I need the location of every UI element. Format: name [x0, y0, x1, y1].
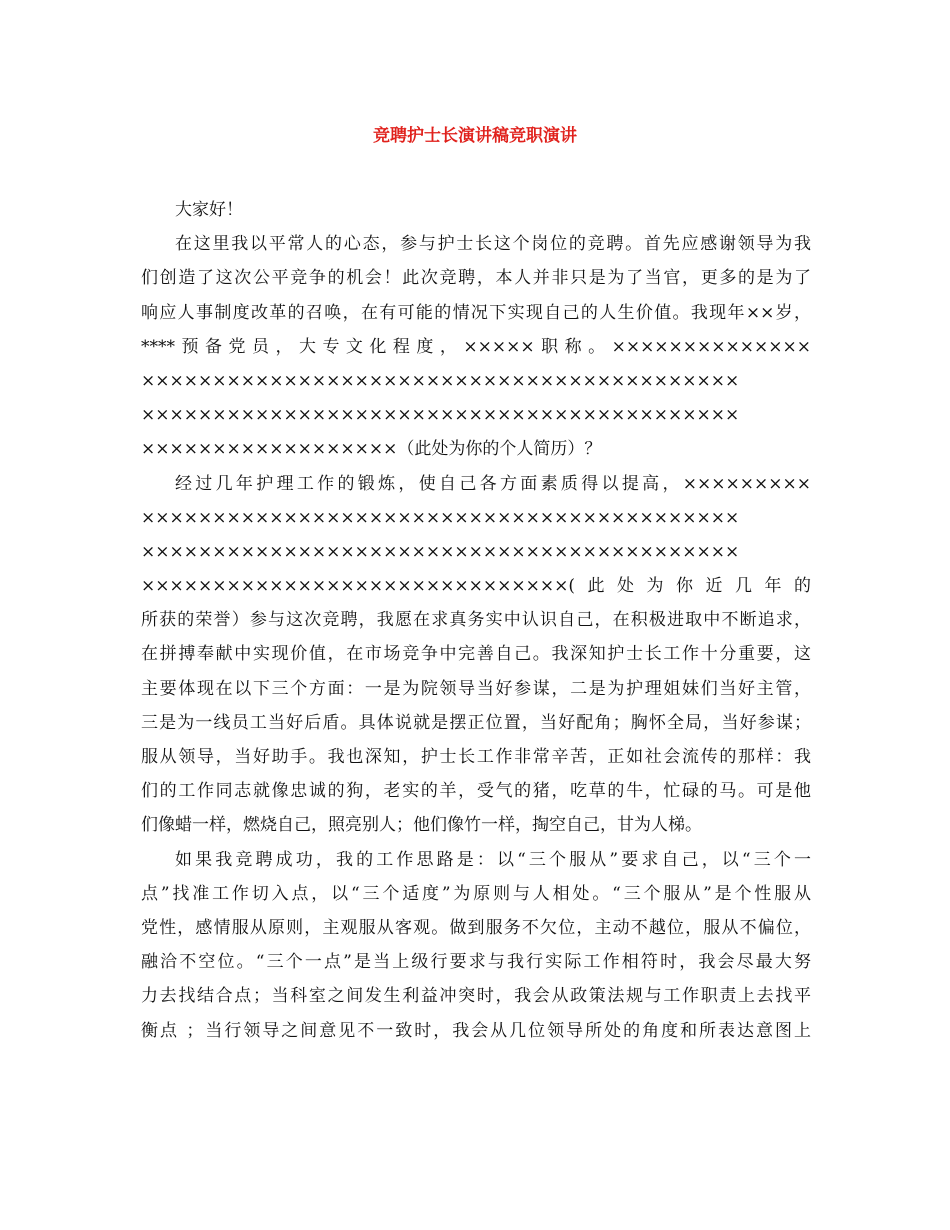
text-line: 们像蜡一样，燃烧自己，照亮别人；他们像竹一样，掏空自己，甘为人梯。	[141, 815, 702, 836]
text-line: 经过几年护理工作的锻炼，使自己各方面素质得以提高，×××××××××	[175, 473, 811, 494]
text-line: 在这里我以平常人的心态，参与护士长这个岗位的竞聘。首先应感谢领导为我	[175, 234, 811, 255]
text-line: ××××××××××××××××××××××××××××××××××××××××××	[141, 541, 740, 562]
text-line: 力去找结合点；当科室之间发生利益冲突时，我会从政策法规与工作职责上去找平	[141, 986, 811, 1007]
text-line: ××××××××××××××××××（此处为你的个人简历）？	[141, 439, 602, 460]
text-line: 们创造了这次公平竞争的机会！此次竞聘，本人并非只是为了当官，更多的是为了	[141, 268, 811, 289]
text-line: 党性，感情服从原则，主观服从客观。做到服务不欠位，主动不越位，服从不偏位，	[141, 917, 811, 938]
text-line: 响应人事制度改革的召唤，在有可能的情况下实现自己的人生价值。我现年××岁，	[141, 302, 811, 323]
text-line: 衡点 ；当行领导之间意见不一致时，我会从几位领导所处的角度和所表达意图上	[141, 1020, 811, 1041]
text-line: 在拼搏奉献中实现价值，在市场竞争中完善自己。我深知护士长工作十分重要，这	[141, 644, 811, 665]
text-line: ××××××××××××××××××××××××××××××××××××××××××	[141, 370, 740, 391]
document-body	[141, 193, 811, 1048]
text-line: 如果我竞聘成功，我的工作思路是：以“三个服从”要求自己，以“三个一	[175, 849, 811, 870]
text-line: 主要体现在以下三个方面：一是为院领导当好参谋，二是为护理姐妹们当好主管，	[141, 678, 811, 699]
text-line: 们的工作同志就像忠诚的狗，老实的羊，受气的猪，吃草的牛，忙碌的马。可是他	[141, 781, 811, 802]
text-line: ××××××××××××××××××××××××××××××××××××××××××	[141, 507, 740, 528]
text-line: 服从领导，当好助手。我也深知，护士长工作非常辛苦，正如社会流传的那样：我	[141, 747, 811, 767]
text-line: 大家好！	[175, 200, 243, 220]
document-title: 竞聘护士长演讲稿竞职演讲	[373, 126, 577, 146]
text-line: 点”找准工作切入点，以“三个适度”为原则与人相处。“三个服从”是个性服从	[141, 883, 811, 904]
text-line: ××××××××××××××××××××××××××××××(此处为你近几年的	[141, 576, 811, 597]
text-line: 三是为一线员工当好后盾。具体说就是摆正位置，当好配角；胸怀全局，当好参谋；	[141, 712, 811, 733]
text-line: ××××××××××××××××××××××××××××××××××××××××××	[141, 405, 740, 426]
text-line: 融洽不空位。“三个一点”是当上级行要求与我行实际工作相符时，我会尽最大努	[141, 952, 811, 973]
text-line: ****预备党员，大专文化程度，×××××职称。××××××××××××××	[141, 336, 811, 357]
text-line: 所获的荣誉）参与这次竞聘，我愿在求真务实中认识自己，在积极进取中不断追求，	[141, 610, 811, 631]
